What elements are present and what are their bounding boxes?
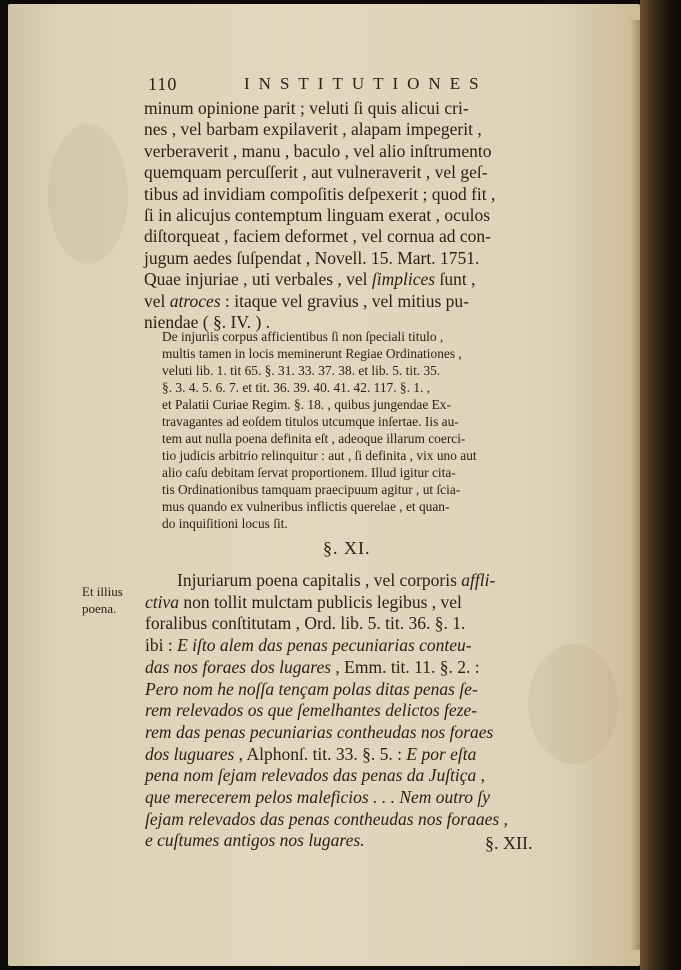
text-line: que merecerem pelos maleficios . . . Nem outro ſy <box>145 787 491 808</box>
text-line: ctiva non tollit mulctam publicis legibus , vel <box>145 591 462 612</box>
book-gutter <box>640 0 681 970</box>
text-line: dos luguares , Alphonſ. tit. 33. §. 5. : E por eſta <box>145 743 477 764</box>
note-line: §. 3. 4. 5. 6. 7. et tit. 36. 39. 40. 41. 42. 117. §. 1. , <box>162 380 431 395</box>
text-line: Injuriarum poena capitalis , vel corporis affli- <box>177 570 496 590</box>
text-line: quemquam percuſſerit , aut vulneraverit , vel geſ- <box>144 162 488 183</box>
italic-term: ſimplices <box>371 269 436 290</box>
text-line: diſtorqueat , faciem deformet , vel cornua ad con- <box>144 226 491 247</box>
note-line: alio caſu debitam ſervat proportionem. Illud igitur cita- <box>162 465 456 480</box>
text-line: minum opinione parit ; veluti ſi quis alicui cri- <box>144 98 469 118</box>
note-line: do inquiſitioni locus ſit. <box>162 516 288 531</box>
text-line: nes , vel barbam expilaverit , alapam impegerit , <box>144 119 482 140</box>
text-line: ſi in alicujus contemptum linguam exerat , oculos <box>144 205 491 226</box>
main-paragraph <box>144 98 572 333</box>
page-number: 110 <box>148 74 178 94</box>
paper-stain <box>48 124 128 264</box>
note-line: mus quando ex vulneribus inflictis querelae , et quan- <box>162 499 450 514</box>
note-line: tis Ordinationibus tamquam praecipuum agitur , ut ſcia- <box>162 482 461 497</box>
text-line: Quae injuriae , uti verbales , vel ſimplices ſunt , <box>144 269 476 290</box>
text-line: rem das penas pecuniarias contheudas nos foraes <box>145 721 494 742</box>
note-line: et Palatii Curiae Regim. §. 18. , quibus jungendae Ex- <box>162 397 451 412</box>
italic-term: atroces <box>169 290 221 311</box>
text-line: niendae ( §. IV. ) . <box>144 312 271 333</box>
catchword: §. XII. <box>485 833 533 853</box>
commentary-note <box>162 328 570 532</box>
text-line: pena nom ſejam relevados das penas da Juſtiça , <box>145 765 486 786</box>
text-line: rem relevados os que ſemelhantes delictos feze- <box>145 700 478 721</box>
section-paragraph <box>145 570 573 852</box>
note-line: veluti lib. 1. tit 65. §. 31. 33. 37. 38. et lib. 5. tit. 35. <box>162 363 441 378</box>
text-line: ſejam relevados das penas contheudas nos foraaes , <box>145 808 508 829</box>
text-line: ibi : E iſto alem das penas pecuniarias conteu- <box>145 635 472 656</box>
margin-note: Et illius poena. <box>82 584 123 616</box>
text-line: vel atroces : itaque vel gravius , vel mitius pu- <box>144 290 469 311</box>
text-line: foralibus conſtitutam , Ord. lib. 5. tit. 36. §. 1. <box>145 613 466 634</box>
text-line: das nos foraes dos lugares , Emm. tit. 11. §. 2. : <box>145 656 480 677</box>
note-line: tio judicis arbitrio relinquitur : aut , ſi definita , vix uno aut <box>162 448 477 463</box>
note-line: tem aut nulla poena definita eſt , adeoque illarum coerci- <box>162 431 466 446</box>
text-line: e cuſtumes antigos nos lugares. <box>145 830 365 851</box>
text-line: tibus ad invidiam compoſitis deſpexerit ; quod fit , <box>144 183 496 204</box>
text-line: verberaverit , manu , baculo , vel alio inſtrumento <box>144 140 492 161</box>
note-line: De injuriis corpus afficientibus ſi non ſpeciali titulo , <box>162 329 444 344</box>
text-line: jugum aedes ſuſpendat , Novell. 15. Mart. 1751. <box>144 247 480 268</box>
section-heading: §. XI. <box>323 538 371 558</box>
note-line: travagantes ad eoſdem titulos utcumque inſertae. Iis au- <box>162 414 459 429</box>
text-line: Pero nom he noſſa tençam polas ditas penas ſe- <box>145 678 478 699</box>
note-line: multis tamen in locis meminerunt Regiae Ordinationes , <box>162 346 462 361</box>
running-title: INSTITUTIONES <box>244 74 488 93</box>
